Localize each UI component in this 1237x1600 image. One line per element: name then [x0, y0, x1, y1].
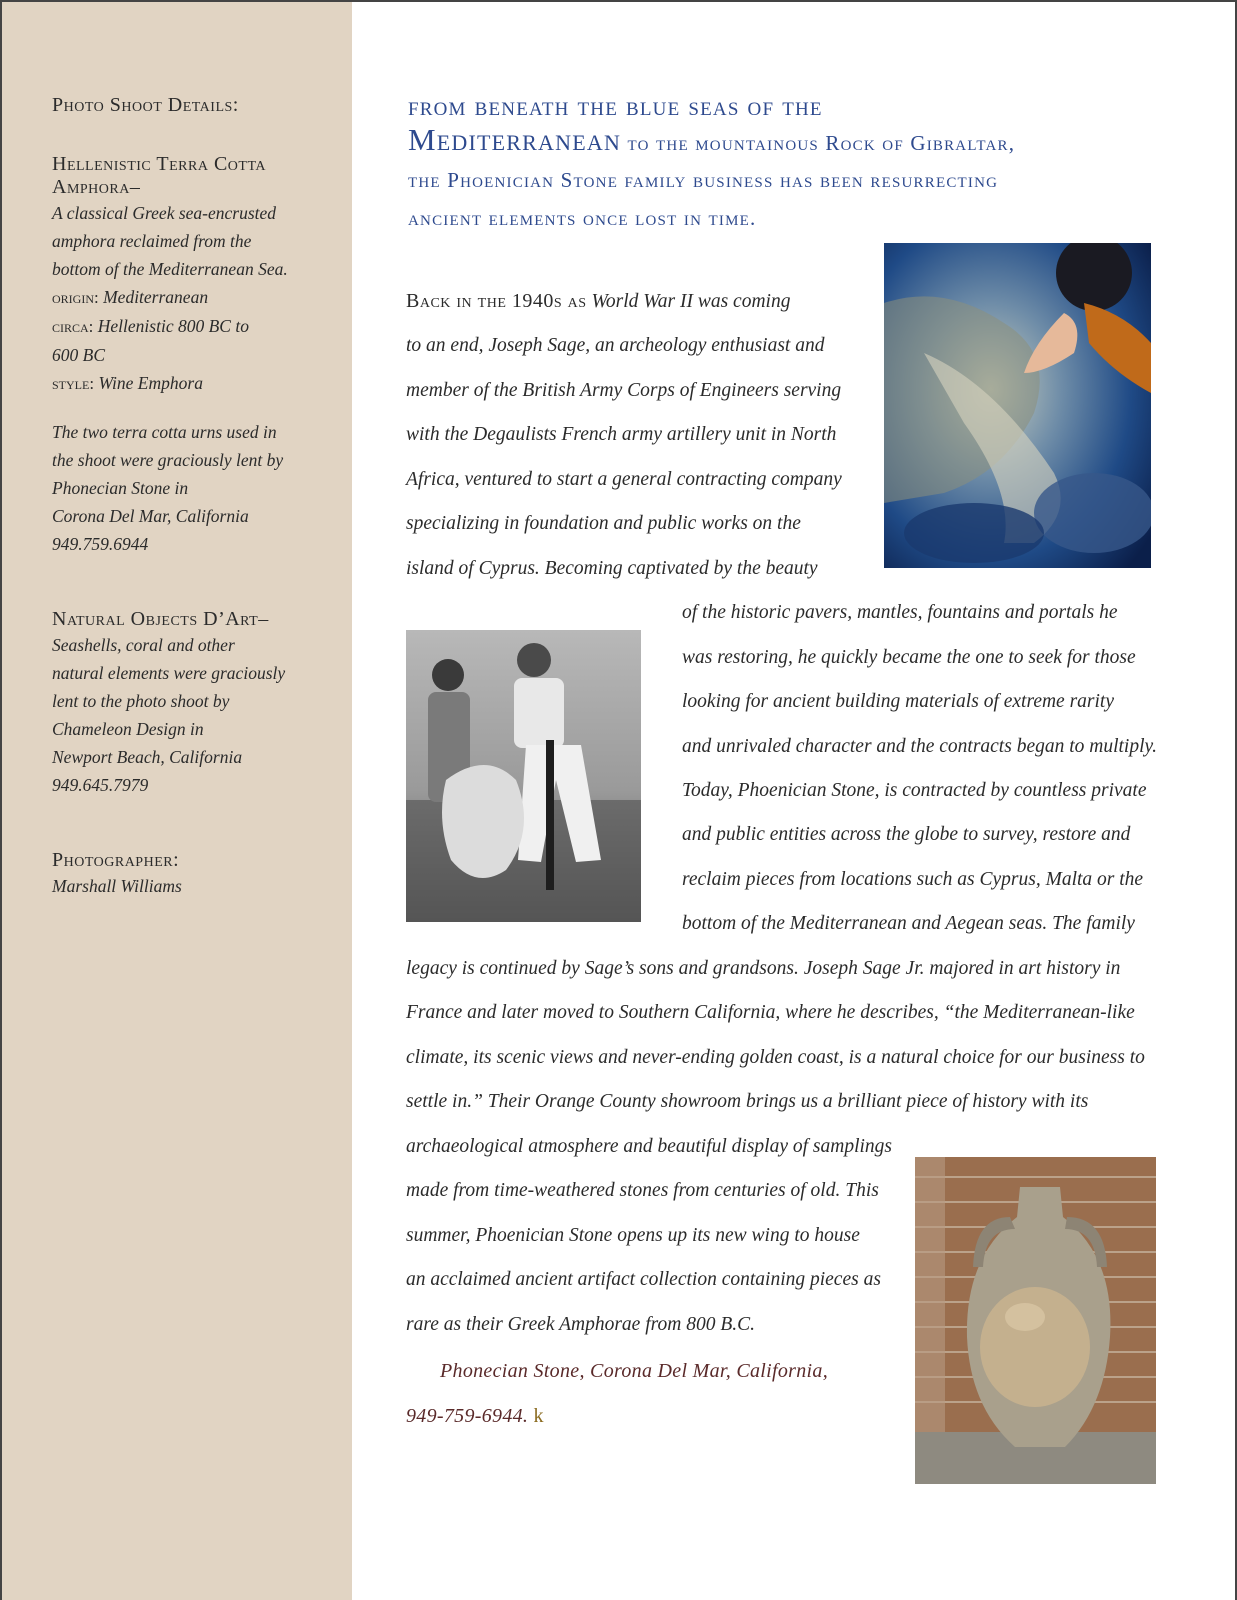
natural-objects-line: Newport Beach, California — [52, 747, 243, 767]
article-line: with the Degaulists French army artillery unit in North — [406, 424, 837, 445]
article-line: was restoring, he quickly became the one to seek for those — [682, 647, 1136, 668]
style-label: style: — [52, 374, 95, 393]
article-line: and public entities across the globe to survey, restore and — [682, 824, 1131, 845]
circa-value: Hellenistic 800 BC to — [97, 316, 249, 336]
article-line: an acclaimed ancient artifact collection containing pieces as — [406, 1269, 881, 1290]
amphora-heading-line2: Amphora– — [52, 176, 141, 198]
underwater-diver-photo — [884, 243, 1151, 568]
article-line: summer, Phoenician Stone opens up its new wing to house — [406, 1225, 860, 1246]
style-value: Wine Emphora — [98, 373, 203, 393]
natural-objects-line: Chameleon Design in — [52, 719, 204, 739]
article-line: of the historic pavers, mantles, fountains and portals he — [682, 602, 1118, 623]
article-line: bottom of the Mediterranean and Aegean seas. The family — [682, 913, 1135, 934]
origin-row — [52, 283, 302, 312]
closing-credit-line1: Phonecian Stone, Corona Del Mar, California, — [440, 1360, 828, 1382]
headline — [408, 90, 1188, 237]
article-line: member of the British Army Corps of Engineers serving — [406, 380, 842, 401]
headline-line4: ancient elements once lost in time. — [408, 206, 757, 230]
article-line: climate, its scenic views and never-ending golden coast, is a natural choice for our business to — [406, 1047, 1145, 1068]
urns-note — [52, 418, 302, 558]
sidebar-content — [52, 94, 302, 920]
amphora-photo — [915, 1157, 1156, 1484]
photo-shoot-heading: Photo Shoot Details: — [52, 94, 239, 116]
article-line: looking for ancient building materials of extreme rarity — [682, 691, 1115, 712]
article-line: specializing in foundation and public works on the — [406, 513, 801, 534]
end-mark: k — [533, 1405, 544, 1427]
natural-objects — [52, 608, 302, 799]
article-line — [406, 290, 790, 313]
urns-note-line: Corona Del Mar, California — [52, 506, 249, 526]
stone-workers-photo — [406, 630, 641, 922]
article-line: Africa, ventured to start a general contracting company — [406, 469, 842, 490]
article-line: reclaim pieces from locations such as Cyprus, Malta or the — [682, 869, 1144, 890]
headline-line2-rest: to the mountainous Rock of Gibraltar, — [621, 131, 1016, 155]
headline-line2 — [408, 122, 1188, 161]
natural-objects-line: lent to the photo shoot by — [52, 691, 230, 711]
urns-note-line: Phonecian Stone in — [52, 478, 189, 498]
headline-line3: the Phoenician Stone family business has been resurrecting — [408, 168, 999, 192]
urns-note-phone: 949.759.6944 — [52, 534, 149, 554]
article-line: Today, Phoenician Stone, is contracted by countless private — [682, 780, 1147, 801]
amphora-heading-line1: Hellenistic Terra Cotta — [52, 153, 266, 175]
sidebar — [2, 2, 352, 1600]
circa-label: circa: — [52, 317, 94, 336]
article-line: rare as their Greek Amphorae from 800 B.C. — [406, 1314, 755, 1335]
natural-objects-line: natural elements were graciously — [52, 663, 286, 683]
headline-mediterranean: Mediterranean — [408, 122, 622, 157]
origin-value: Mediterranean — [103, 287, 209, 307]
article-line: to an end, Joseph Sage, an archeology enthusiast and — [406, 335, 825, 356]
circa-value-continued: 600 BC — [52, 345, 105, 365]
amphora-description-line: amphora reclaimed from the — [52, 231, 252, 251]
style-row — [52, 369, 302, 398]
origin-label: origin: — [52, 288, 99, 307]
photographer-heading: Photographer: — [52, 849, 180, 871]
headline-line1: from beneath the blue seas of the — [408, 91, 823, 121]
natural-objects-phone: 949.645.7979 — [52, 775, 149, 795]
article-line: settle in.” Their Orange County showroom brings us a brilliant piece of history with its — [406, 1091, 1089, 1112]
article-line: France and later moved to Southern California, where he describes, “the Mediterranean-like — [406, 1002, 1135, 1023]
amphora-details — [52, 153, 302, 398]
article-line: island of Cyprus. Becoming captivated by the beauty — [406, 558, 818, 579]
closing-phone: 949-759-6944. — [406, 1405, 529, 1427]
photographer-credit — [52, 849, 302, 900]
natural-objects-heading: Natural Objects D’Art– — [52, 608, 269, 630]
article-line: made from time-weathered stones from centuries of old. This — [406, 1180, 879, 1201]
circa-row — [52, 312, 302, 341]
closing-credit-line2 — [406, 1405, 544, 1428]
article-line: and unrivaled character and the contracts began to multiply. — [682, 736, 1157, 757]
article-line: archaeological atmosphere and beautiful display of samplings — [406, 1136, 893, 1157]
amphora-description-line: bottom of the Mediterranean Sea. — [52, 259, 288, 279]
article-line-text: World War II was coming — [586, 291, 791, 312]
amphora-description-line: A classical Greek sea-encrusted — [52, 203, 277, 223]
photographer-name: Marshall Williams — [52, 876, 182, 896]
urns-note-line: the shoot were graciously lent by — [52, 450, 284, 470]
article-lead-caps: Back in the 1940s as — [406, 290, 587, 312]
urns-note-line: The two terra cotta urns used in — [52, 422, 277, 442]
natural-objects-line: Seashells, coral and other — [52, 635, 235, 655]
article-line: legacy is continued by Sage’s sons and grandsons. Joseph Sage Jr. majored in art history in — [406, 958, 1121, 979]
